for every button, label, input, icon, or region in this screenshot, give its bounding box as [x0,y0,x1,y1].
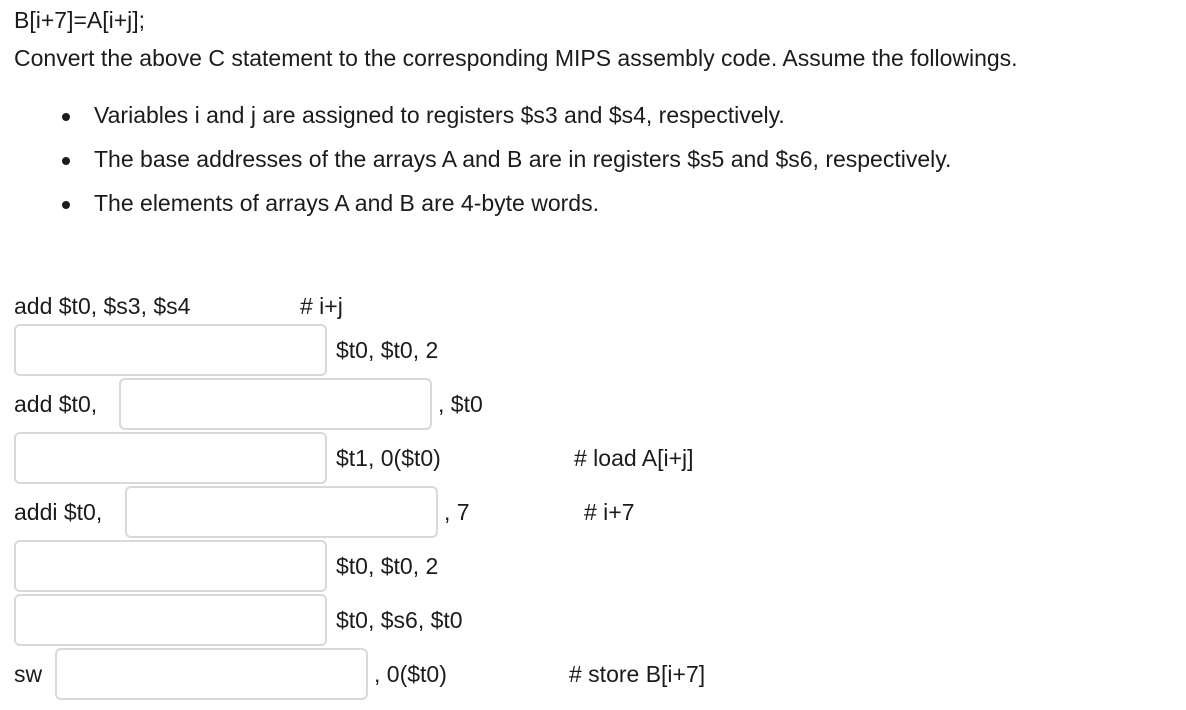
blank-2-input[interactable] [119,378,432,430]
code-line-3-suffix: , $t0 [438,391,483,417]
code-line-3-prefix: add $t0, [14,391,98,417]
code-line-8-prefix: sw [14,661,43,687]
question-instructions: Convert the above C statement to the corresponding MIPS assembly code. Assume the followings. [14,45,1018,71]
code-comment-5: # i+7 [584,499,635,525]
code-line-1: add $t0, $s3, $s4 [14,293,191,319]
blank-5-input[interactable] [14,540,327,592]
code-line-2-operands: $t0, $t0, 2 [336,337,439,363]
code-line-5-suffix: , 7 [444,499,470,525]
code-comment-1: # i+j [300,293,343,319]
blank-1-input[interactable] [14,324,327,376]
bullet-icon [62,157,70,165]
code-comment-8: # store B[i+7] [569,661,706,687]
code-line-4-operands: $t1, 0($t0) [336,445,441,471]
code-comment-4: # load A[i+j] [574,445,694,471]
blank-4-input[interactable] [125,486,438,538]
blank-7-input[interactable] [55,648,368,700]
c-statement: B[i+7]=A[i+j]; [14,7,146,33]
code-line-6-operands: $t0, $t0, 2 [336,553,439,579]
blank-6-input[interactable] [14,594,327,646]
blank-3-input[interactable] [14,432,327,484]
bullet-icon [62,113,70,121]
code-line-7-operands: $t0, $s6, $t0 [336,607,463,633]
code-line-5-prefix: addi $t0, [14,499,103,525]
code-line-8-suffix: , 0($t0) [374,661,447,687]
bullet-icon [62,201,70,209]
